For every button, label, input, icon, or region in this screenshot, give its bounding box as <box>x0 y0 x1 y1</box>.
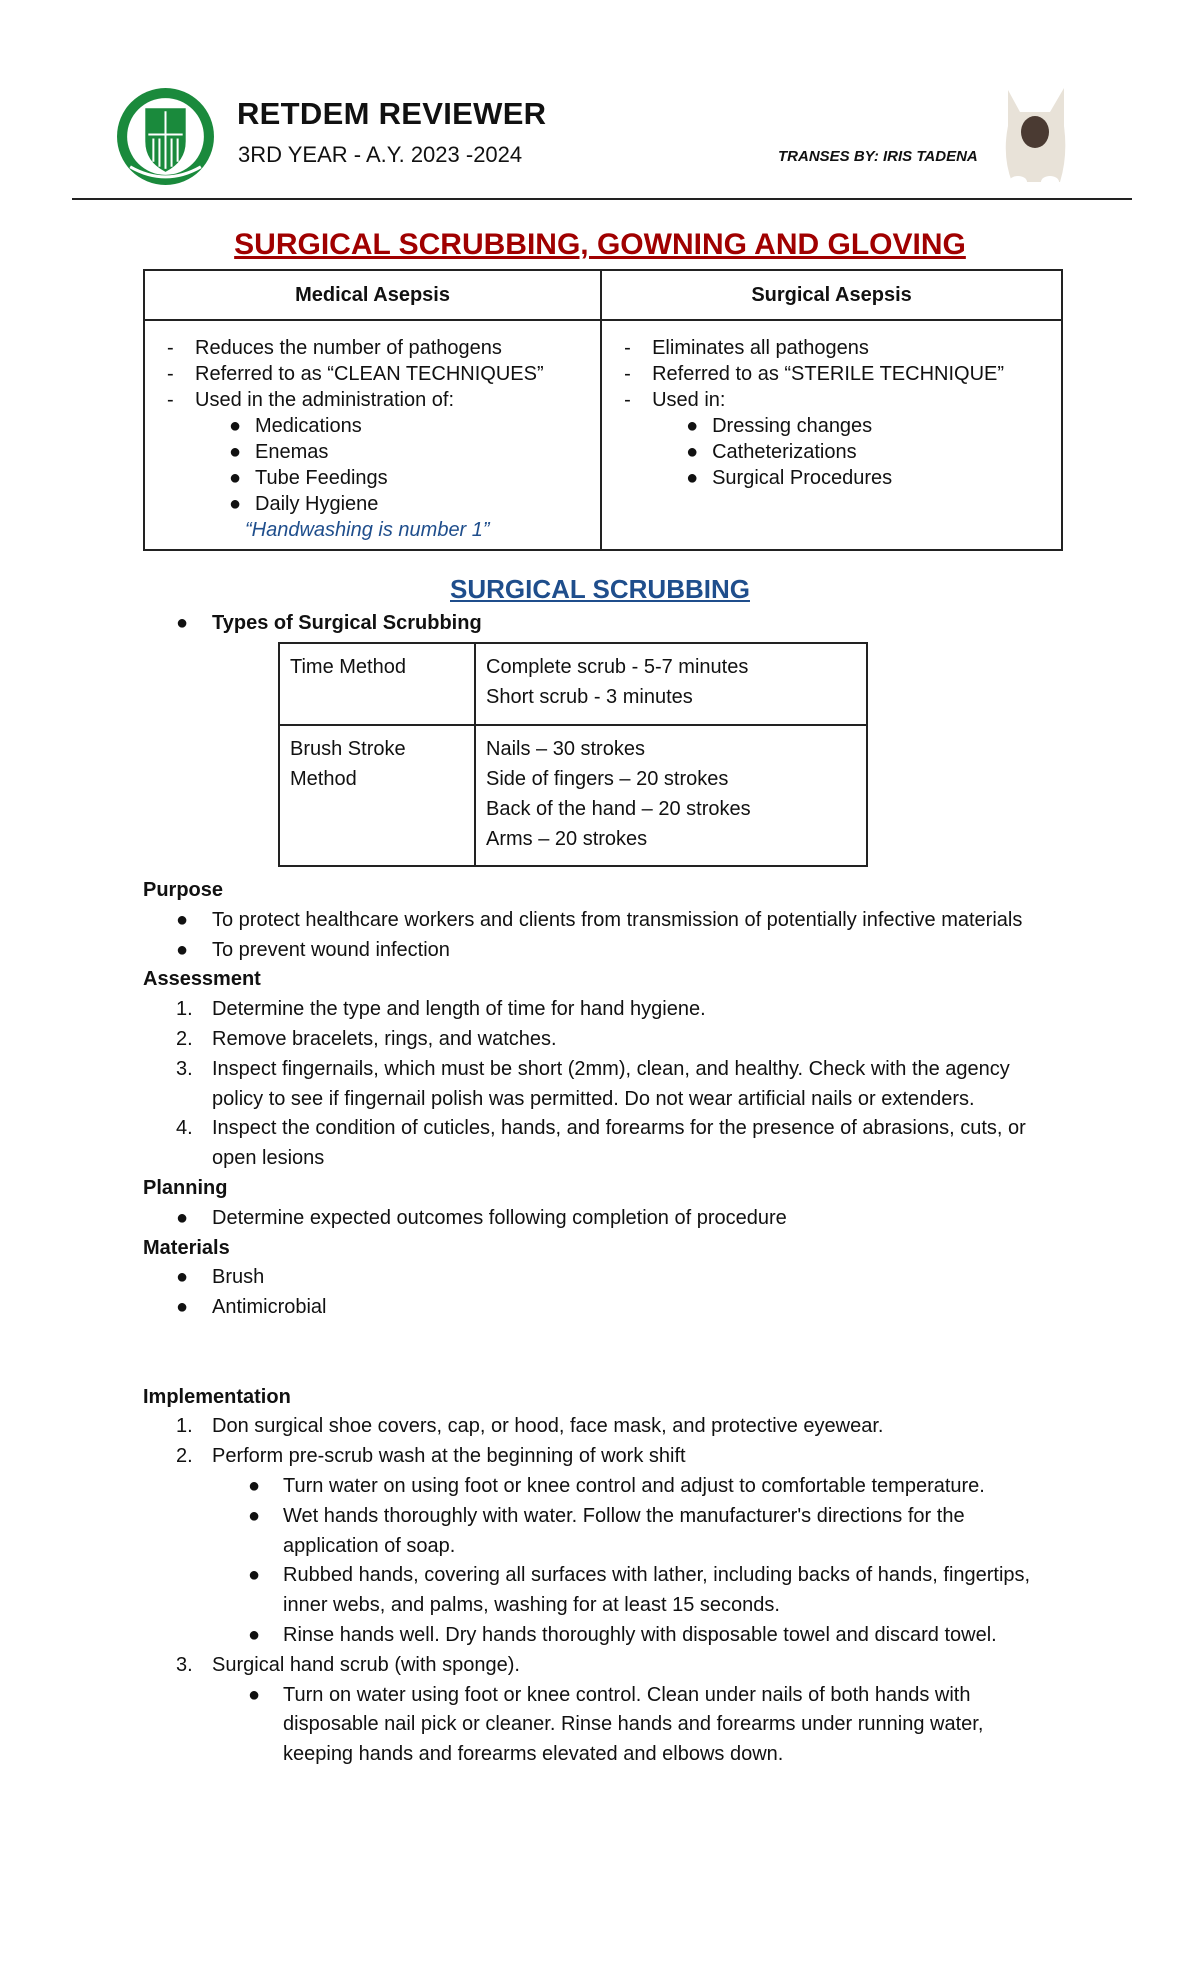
sub-step: Rubbed hands, covering all surfaces with lather, including backs of hands, fingertips, inner webs, and palms, washing for at least 15 seconds. <box>283 1564 1031 1617</box>
step: Perform pre-scrub wash at the beginning of work shift <box>212 1445 686 1468</box>
purpose-item: To prevent wound infection <box>212 938 450 961</box>
planning-heading: Planning <box>143 1176 228 1199</box>
assessment-item: Remove bracelets, rings, and watches. <box>212 1027 557 1050</box>
point: Eliminates all pathogens <box>652 337 869 359</box>
detail-line: Short scrub - 3 minutes <box>486 686 693 708</box>
year-subtitle: 3RD YEAR - A.Y. 2023 -2024 <box>238 142 523 167</box>
purpose-item: To protect healthcare workers and clients from transmission of potentially infective materials <box>212 908 1023 931</box>
material-item: Brush <box>212 1266 265 1289</box>
medical-asepsis-header: Medical Asepsis <box>144 270 601 320</box>
use-item: Surgical Procedures <box>712 467 893 489</box>
sub-step: Turn water on using foot or knee control and adjust to comfortable temperature. <box>283 1474 985 1497</box>
method-name: Brush Stroke Method <box>279 725 475 866</box>
document-title: SURGICAL SCRUBBING, GOWNING AND GLOVING <box>234 228 966 261</box>
university-seal-logo <box>114 86 217 187</box>
use-item: Dressing changes <box>712 415 873 437</box>
use-item: Enemas <box>255 441 329 463</box>
sub-step: Turn on water using foot or knee control. Clean under nails of both hands with disposable nail pick or cleaner. Rinse hands and forearms under running water, keeping hands and forearms elevated and elbows down. <box>283 1683 984 1766</box>
method-name: Time Method <box>279 643 475 725</box>
planning-item: Determine expected outcomes following completion of procedure <box>212 1206 787 1229</box>
medical-asepsis-cell: - Reduces the number of pathogens - Referred to as “CLEAN TECHNIQUES” - Used in the administration of: ● Medications ● Enemas ● Tube Feedings ● Daily Hygiene “Handwashing is number 1” <box>144 320 601 550</box>
surgical-asepsis-cell: - Eliminates all pathogens - Referred to as “STERILE TECHNIQUE” - Used in: ● Dressing changes ● Catheterizations ● Surgical Procedures <box>601 320 1062 550</box>
method-details <box>475 725 867 866</box>
method-details <box>475 643 867 725</box>
material-item: Antimicrobial <box>212 1296 327 1319</box>
point: Used in the administration of: <box>195 389 455 411</box>
assessment-item: Inspect the condition of cuticles, hands, and forearms for the presence of abrasions, cuts, or open lesions <box>212 1117 1026 1170</box>
detail-line: Side of fingers – 20 strokes <box>486 768 729 790</box>
step: Surgical hand scrub (with sponge). <box>212 1653 520 1676</box>
cat-image <box>998 86 1072 190</box>
purpose-heading: Purpose <box>143 879 224 901</box>
sub-step: Wet hands thoroughly with water. Follow the manufacturer's directions for the application of soap. <box>283 1504 965 1557</box>
materials-heading: Materials <box>143 1236 230 1259</box>
detail-line: Back of the hand – 20 strokes <box>486 798 751 820</box>
section-title: SURGICAL SCRUBBING <box>450 574 750 604</box>
use-item: Daily Hygiene <box>255 493 379 515</box>
types-label-text: Types of Surgical Scrubbing <box>212 612 482 634</box>
implementation-heading: Implementation <box>143 1385 291 1408</box>
detail-line: Complete scrub - 5-7 minutes <box>486 656 749 678</box>
document-body: Purpose ● To protect healthcare workers and clients from transmission of potentially infective materials ● To prevent wound infection Assessment 1. Determine the type and length of time for hand hygiene. 2. Remove bracelets, rings, and watches. 3. Inspect fingernails, which must be short (2mm), clean, and healthy. Check with the agency policy to see if fingernail polish was permitted. Do not wear artificial nails or extenders. 4. Inspect the condition of cuticles, hands, and forearms for the presence of abrasions, cuts, or open lesions Planning ● Determine expected outcomes following completion of procedure Materials ● Brush ● Antimicrobial Implementation 1. Don surgical shoe covers, cap, or hood, face mask, and protective eyewear. 2. Perform pre-scrub wash at the beginning of work shift ● Turn water on using foot or knee control and adjust to comfortable temperature. ● Wet hands thoroughly with water. Follow the manufacturer's directions for the application of soap. ● Rubbed hands, covering all surfaces with lather, including backs of hands, fingertips, inner webs, and palms, washing for at least 15 seconds. ● Rinse hands well. Dry hands thoroughly with disposable towel and discard towel. 3. Surgical hand scrub (with sponge). ● Turn on water using foot or knee control. Clean under nails of both hands with disposable nail pick or cleaner. Rinse hands and forearms under running water, keeping hands and forearms elevated and elbows down. <box>143 876 1143 1770</box>
scrub-methods-table <box>278 642 868 867</box>
point: Referred to as “STERILE TECHNIQUE” <box>652 363 1005 385</box>
step: Don surgical shoe covers, cap, or hood, face mask, and protective eyewear. <box>212 1415 884 1438</box>
surgical-asepsis-header: Surgical Asepsis <box>601 270 1062 320</box>
reviewer-title: RETDEM REVIEWER <box>237 96 547 131</box>
point: Referred to as “CLEAN TECHNIQUES” <box>195 363 544 385</box>
handwashing-quote: “Handwashing is number 1” <box>245 519 490 541</box>
point: Reduces the number of pathogens <box>195 337 502 359</box>
header-divider <box>72 198 1132 200</box>
point: Used in: <box>652 389 726 411</box>
assessment-item: Determine the type and length of time for hand hygiene. <box>212 998 706 1021</box>
sub-step: Rinse hands well. Dry hands thoroughly with disposable towel and discard towel. <box>283 1623 997 1646</box>
use-item: Catheterizations <box>712 441 857 463</box>
transes-by: TRANSES BY: IRIS TADENA <box>778 148 978 165</box>
asepsis-table <box>143 269 1063 551</box>
types-label: ● Types of Surgical Scrubbing <box>176 612 482 634</box>
use-item: Tube Feedings <box>255 467 388 489</box>
assessment-item: Inspect fingernails, which must be short (2mm), clean, and healthy. Check with the agency policy to see if fingernail polish was permitted. Do not wear artificial nails or extenders. <box>212 1057 1010 1110</box>
use-item: Medications <box>255 415 362 437</box>
detail-line: Arms – 20 strokes <box>486 828 648 850</box>
assessment-heading: Assessment <box>143 968 261 991</box>
detail-line: Nails – 30 strokes <box>486 738 645 760</box>
